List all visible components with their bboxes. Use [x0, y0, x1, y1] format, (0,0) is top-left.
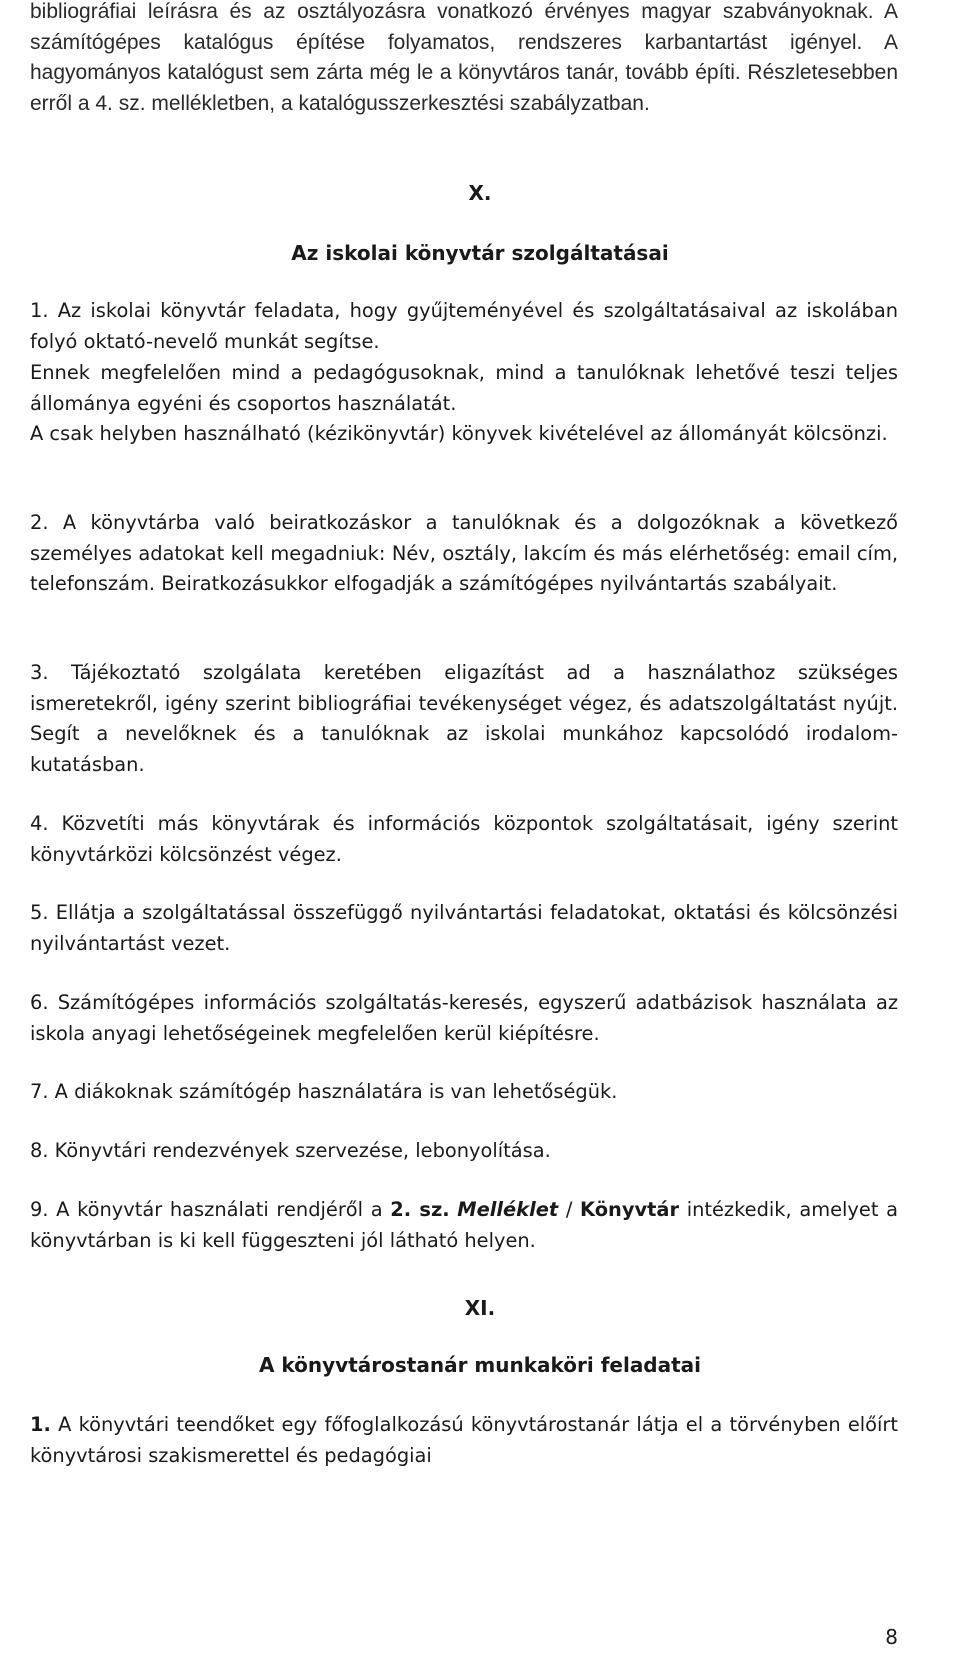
section-xi-item-1-number: 1.	[30, 1413, 51, 1436]
section-x-item-7: 7. A diákoknak számítógép használatára is van lehetőségük.	[30, 1080, 618, 1103]
item-9-annex-label: Melléklet	[457, 1198, 559, 1221]
section-x-item-1: 1. Az iskolai könyvtár feladata, hogy gyűjteményével és szolgáltatásaival az iskolában folyó oktató-nevelő munkát segítse.	[30, 299, 898, 353]
section-x-number: X.	[468, 181, 492, 205]
page-number: 8	[885, 1625, 898, 1649]
intro-paragraph: bibliográfiai leírásra és az osztályozásra vonatkozó érvényes magyar szabványoknak. A számítógépes katalógus építése folyamatos, rendszeres karbantartást igényel. A hagyományos katalógust sem zárta még le a könyvtáros tanár, tovább építi. Részletesebben erről a 4. sz. mellékletben, a katalógusszerkesztési szabályzatban.	[30, 0, 898, 115]
section-x-item-3: 3. Tájékoztató szolgálata keretében eligazítást ad a használathoz szükséges ismeretekről, igény szerint bibliográfiai tevékenységet végez, és adatszolgáltatást nyújt. Segít a nevelőknek és a tanulóknak az iskolai munkához kapcsolódó irodalom-kutatásban.	[30, 661, 898, 776]
section-xi-title: A könyvtárostanár munkaköri feladatai	[258, 1353, 702, 1377]
section-x-title: Az iskolai könyvtár szolgáltatásai	[291, 241, 669, 265]
section-x-item-1-continued-b: A csak helyben használható (kézikönyvtár) könyvek kivételével az állományát kölcsönzi.	[30, 422, 888, 445]
item-9-prefix: 9. A könyvtár használati rendjéről a	[30, 1198, 391, 1221]
section-x-item-9	[30, 1195, 898, 1256]
section-xi-number: XI.	[464, 1296, 496, 1320]
section-x-item-6: 6. Számítógépes információs szolgáltatás-keresés, egyszerű adatbázisok használata az iskola anyagi lehetőségeinek megfelelően kerül kiépítésre.	[30, 991, 898, 1045]
section-x-item-2: 2. A könyvtárba való beiratkozáskor a tanulóknak és a dolgozóknak a következő személyes adatokat kell megadniuk: Név, osztály, lakcím és más elérhetőség: email cím, telefonszám. Beiratkozásukkor elfogadják a számítógépes nyilvántartás szabályait.	[30, 511, 898, 595]
item-9-annex-title: Könyvtár	[580, 1198, 680, 1221]
item-9-separator: /	[558, 1198, 581, 1221]
section-x-item-1-continued-a: Ennek megfelelően mind a pedagógusoknak, mind a tanulóknak lehetővé teszi teljes állománya egyéni és csoportos használatát.	[30, 361, 898, 415]
section-x-item-8: 8. Könyvtári rendezvények szervezése, lebonyolítása.	[30, 1139, 551, 1162]
section-x-item-4: 4. Közvetíti más könyvtárak és információs központok szolgáltatásait, igény szerint könyvtárközi kölcsönzést végez.	[30, 812, 898, 866]
item-9-suffix: intézkedik, amelyet a könyvtárban is ki kell függeszteni jól látható helyen.	[30, 1198, 898, 1252]
item-9-annex-number: 2. sz.	[390, 1198, 450, 1221]
section-xi-item-1	[30, 1410, 898, 1471]
section-xi-item-1-text: A könyvtári teendőket egy főfoglalkozású könyvtárostanár látja el a törvényben előírt könyvtárosi szakismerettel és pedagógiai	[30, 1413, 898, 1467]
section-x-item-5: 5. Ellátja a szolgáltatással összefüggő nyilvántartási feladatokat, oktatási és kölcsönzési nyilvántartást vezet.	[30, 901, 898, 955]
